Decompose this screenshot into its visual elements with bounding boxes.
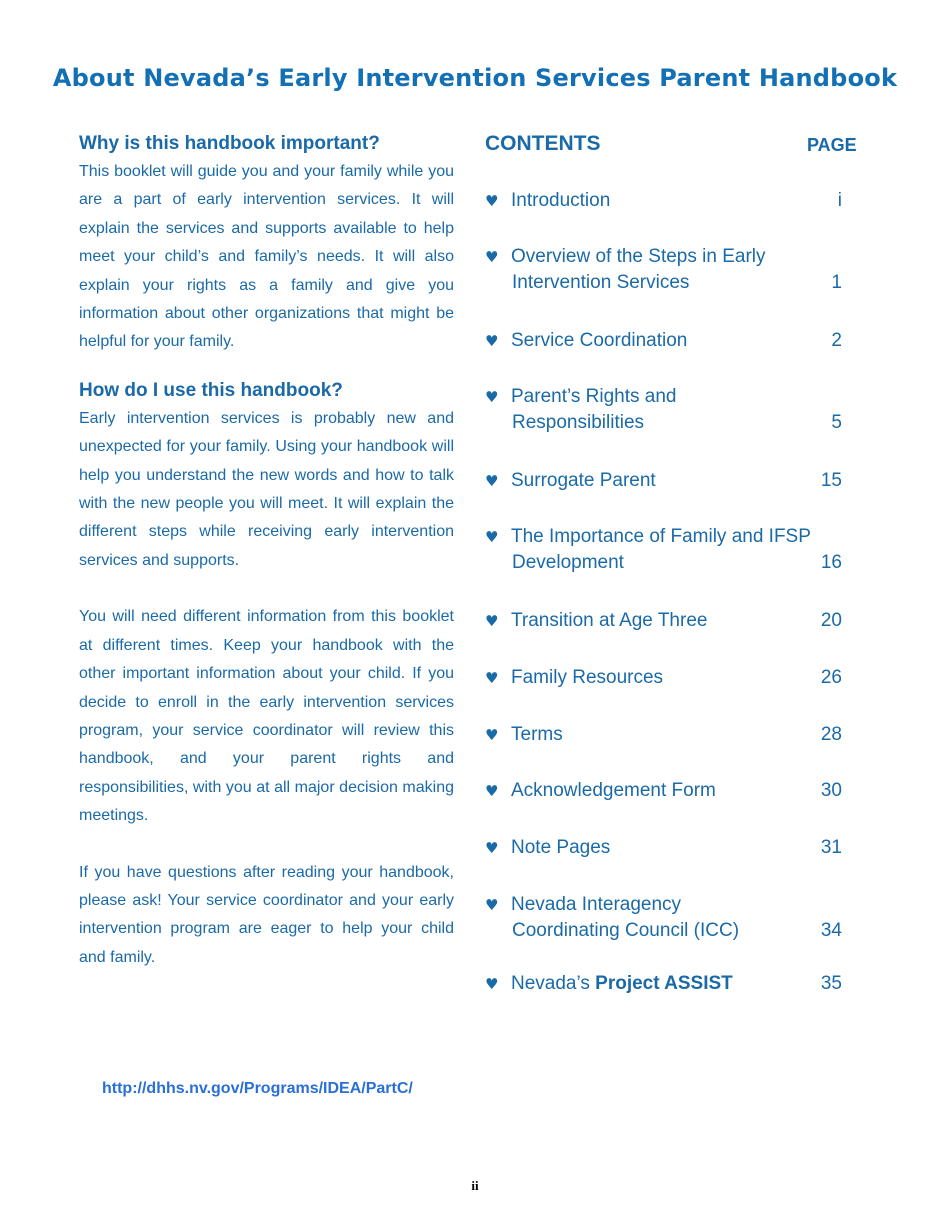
toc-entry-page: 1 — [831, 272, 842, 293]
heart-bullet-icon: ♥ — [485, 896, 499, 914]
toc-entry-title: Family Resources — [511, 667, 664, 688]
heart-bullet-icon: ♥ — [485, 528, 499, 546]
page-number: ii — [471, 1178, 479, 1193]
heart-bullet-icon: ♥ — [485, 975, 499, 993]
toc-entry-page: 2 — [831, 330, 842, 351]
paragraph-how-to-use: Early intervention services is probably new and unexpected for your family. Using your handbook will help you understand the new words and how to talk with the new people you will meet. It will explain the different steps while receiving early intervention services and supports. — [79, 409, 454, 569]
page-title: About Nevada’s Early Intervention Services Parent Handbook — [52, 64, 898, 92]
paragraph-why-important: This booklet will guide you and your family while you are a part of early intervention services. It will explain the services and supports available to help meet your child’s and family’s needs. It will also explain your rights as a family and give you information about other organizations that might be helpful for your family. — [79, 163, 454, 351]
heart-bullet-icon: ♥ — [485, 669, 499, 687]
paragraph-different-information: You will need different information from this booklet at different times. Keep your handbook with the other important information about your child. If you decide to enroll in the early intervention services program, your service coordinator will review this handbook, and your parent rights and responsibilities, with you at all major decision making meetings. — [79, 608, 454, 825]
program-url-link[interactable]: http://dhhs.nv.gov/Programs/IDEA/PartC/ — [102, 1080, 413, 1097]
toc-entry-page: 16 — [820, 552, 842, 573]
paragraph-questions: If you have questions after reading your handbook, please ask! Your service coordinator and your early intervention program are eager to help your child and family. — [79, 863, 454, 966]
toc-entry-title-prefix: Nevada’s — [511, 973, 596, 994]
toc-entry-title-continued: Responsibilities — [512, 412, 645, 433]
heading-why-important: Why is this handbook important? — [79, 133, 380, 154]
toc-entry-title: Nevada Interagency — [511, 894, 682, 915]
toc-entry-title: Transition at Age Three — [511, 610, 708, 631]
toc-entry-page: 31 — [820, 837, 842, 858]
heart-bullet-icon: ♥ — [485, 612, 499, 630]
toc-entry-title — [511, 973, 733, 995]
toc-entry-page: 34 — [820, 920, 842, 941]
heart-bullet-icon: ♥ — [485, 726, 499, 744]
heart-bullet-icon: ♥ — [485, 782, 499, 800]
heart-bullet-icon: ♥ — [485, 332, 499, 350]
toc-entry-title: Overview of the Steps in Early — [511, 246, 766, 267]
toc-entry-page: 15 — [820, 470, 842, 491]
heart-bullet-icon: ♥ — [485, 192, 499, 210]
toc-entry-page: 35 — [820, 973, 842, 994]
heart-bullet-icon: ♥ — [485, 839, 499, 857]
intro-column — [79, 130, 454, 972]
toc-entry-page: 28 — [820, 724, 842, 745]
toc-entry-title-continued: Coordinating Council (ICC) — [512, 920, 740, 941]
toc-entry-page: 30 — [820, 780, 842, 801]
contents-heading: CONTENTS — [485, 132, 601, 155]
heart-bullet-icon: ♥ — [485, 472, 499, 490]
page-column-heading: PAGE — [807, 135, 857, 155]
toc-entry-page: i — [837, 190, 842, 211]
toc-entry-title: Parent’s Rights and — [511, 386, 677, 407]
toc-entry-title: Note Pages — [511, 837, 611, 858]
toc-entry-page: 5 — [831, 412, 842, 433]
heart-bullet-icon: ♥ — [485, 248, 499, 266]
toc-entry-title: Introduction — [511, 190, 611, 211]
toc-entry-title-bold: Project ASSIST — [595, 973, 733, 994]
heading-how-to-use: How do I use this handbook? — [79, 379, 343, 401]
toc-entry-title: The Importance of Family and IFSP — [511, 526, 811, 547]
toc-entry-title: Surrogate Parent — [511, 470, 656, 491]
toc-entry-page: 26 — [820, 667, 842, 688]
toc-entry-title-continued: Development — [512, 552, 624, 573]
toc-entry-page: 20 — [820, 610, 842, 631]
heart-bullet-icon: ♥ — [485, 388, 499, 406]
toc-entry-title: Acknowledgement Form — [511, 780, 716, 801]
toc-entry-title: Terms — [511, 724, 563, 745]
toc-entry-title-continued: Intervention Services — [512, 272, 690, 293]
toc-entry-title: Service Coordination — [511, 330, 688, 351]
